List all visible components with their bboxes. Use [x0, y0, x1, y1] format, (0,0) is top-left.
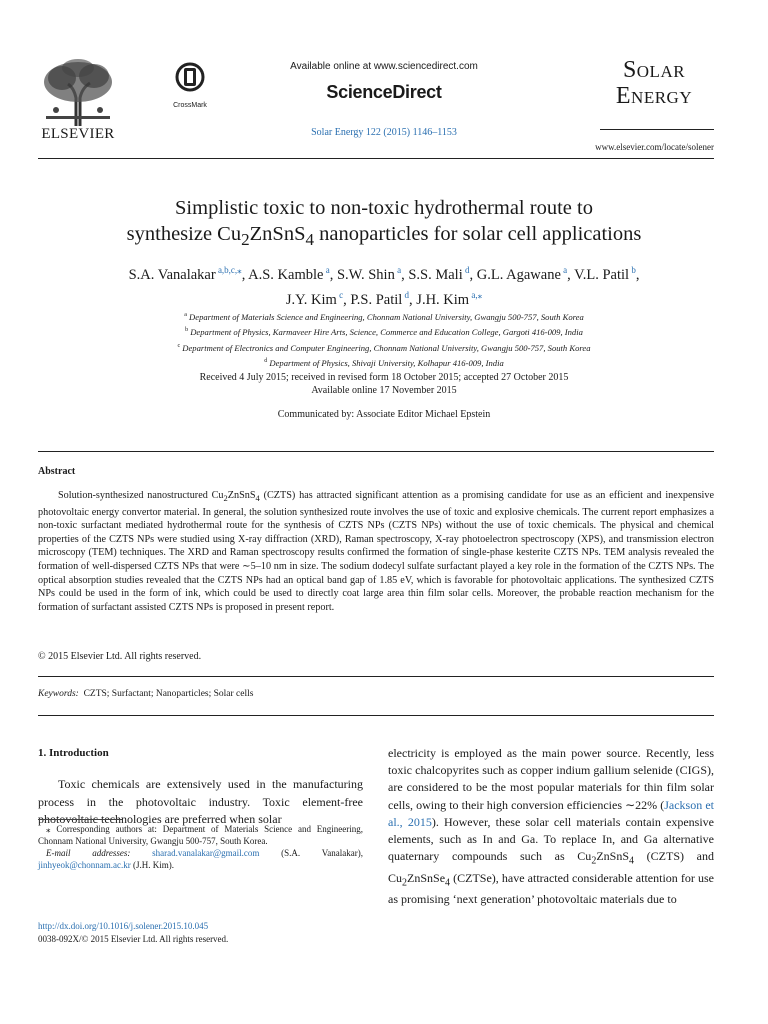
- intro-text: ZnSnS: [596, 849, 629, 864]
- author[interactable]: [416, 289, 483, 308]
- affiliation-text: Department of Physics, Shivaji University, Kolhapur 416-009, India: [269, 357, 504, 368]
- author-affil-mark[interactable]: a: [325, 265, 330, 275]
- affiliation: [0, 324, 768, 339]
- affiliation: [0, 309, 768, 324]
- title-subscript: 2: [241, 230, 250, 250]
- email-addresses: [38, 847, 363, 871]
- author-affil-mark[interactable]: b: [631, 265, 636, 275]
- author-affil-mark[interactable]: d: [464, 265, 470, 275]
- intro-subscript: 4: [445, 877, 451, 889]
- journal-name-line1: Solar: [622, 57, 686, 83]
- author-name: S.W. Shin: [336, 266, 395, 283]
- body-column-right: [388, 745, 714, 909]
- email-link[interactable]: jinhyeok@chonnam.ac.kr: [38, 860, 131, 870]
- keywords-label: Keywords:: [38, 689, 79, 699]
- author-name: S.A. Vanalakar: [128, 266, 216, 283]
- issn-copyright: 0038-092X/© 2015 Elsevier Ltd. All rights reserved.: [38, 934, 229, 944]
- abstract-text-part: Solution-synthesized nanostructured Cu: [58, 490, 224, 501]
- author-affil-mark[interactable]: a,⁎: [471, 289, 483, 300]
- author-name: J.H. Kim: [416, 291, 470, 308]
- author[interactable]: [408, 267, 469, 283]
- email-label: E-mail addresses:: [46, 848, 131, 858]
- header-divider: [38, 158, 714, 159]
- body-column-left: [38, 745, 363, 828]
- available-online-text: Available online at www.sciencedirect.com: [290, 61, 478, 72]
- author[interactable]: [574, 267, 636, 283]
- title-text: nanoparticles for solar cell applications: [314, 223, 642, 245]
- email-link[interactable]: sharad.vanalakar@gmail.com: [152, 848, 260, 858]
- email-owner: (S.A. Vanalakar),: [259, 848, 363, 858]
- affiliation-mark: b: [185, 327, 189, 334]
- article-title: [0, 195, 768, 253]
- abstract-heading: Abstract: [38, 466, 76, 477]
- intro-text: electricity is employed as the main power source. Recently, less toxic chalcopyrites such as copper indium gallium selenide (CIGS), are considered to be the most popular materials for thin film solar cells, owing to their high conversion efficiencies ∼22% (: [388, 746, 714, 812]
- title-line-2: [0, 221, 768, 253]
- intro-subscript: 2: [402, 877, 408, 889]
- author-name: S.S. Mali: [408, 266, 463, 283]
- author[interactable]: [285, 289, 344, 308]
- abstract-top-rule: [38, 451, 714, 452]
- email-owner: (J.H. Kim).: [130, 860, 175, 870]
- citation-link[interactable]: Jackson et al., 2015: [388, 797, 714, 829]
- author-list: S.A. Vanalakar $^{a,b,c,⁎}$, A.S. Kamble $^a$, S.W. Shin $^a$, S.S. Mali $^d$, G.L. Agawane $^a$, V.L. Patil $^b$, J.Y. Kim $^c$, P.S. Patil $^d$, J.H. Kim $^{a,⁎}$: [128, 265, 640, 308]
- journal-url[interactable]: www.elsevier.com/locate/solener: [595, 142, 714, 152]
- intro-subscript: 2: [591, 855, 597, 867]
- journal-name-line2: Energy: [615, 83, 693, 109]
- author-affil-mark[interactable]: a: [397, 265, 402, 275]
- sciencedirect-wordmark: ScienceDirect: [326, 82, 442, 102]
- author-affil-mark[interactable]: a,b,c,⁎: [217, 265, 242, 275]
- title-text: synthesize Cu: [126, 223, 242, 245]
- title-text: ZnSnS: [249, 223, 306, 245]
- footnote-rule: [38, 819, 122, 820]
- affiliation-mark: c: [177, 342, 181, 349]
- journal-reference[interactable]: Solar Energy 122 (2015) 1146–1153: [311, 127, 457, 138]
- section-heading-introduction: 1. Introduction: [38, 747, 109, 759]
- affiliation: [0, 355, 768, 370]
- intro-text: ). However, these solar cell materials contain expensive elements, such as In and Ga. To replace In, and Ga alternative quaternary compounds such as Cu: [388, 814, 714, 864]
- received-dates: Received 4 July 2015; received in revised form 18 October 2015; accepted 27 October 2015: [199, 372, 569, 383]
- crossmark-label: CrossMark: [173, 102, 207, 109]
- intro-text: (CZTSe), have attracted considerable attention for use as promising ‘next generation’ photovoltaic materials due to: [388, 870, 714, 907]
- author-name: V.L. Patil: [574, 266, 630, 283]
- author-name: P.S. Patil: [350, 291, 403, 308]
- keywords-list: CZTS; Surfactant; Nanoparticles; Solar cells: [83, 689, 254, 699]
- journal-name: [594, 57, 714, 109]
- author-affil-mark[interactable]: d: [404, 289, 410, 300]
- affiliation-text: Department of Materials Science and Engineering, Chonnam National University, Gwangju 500-757, South Korea: [189, 311, 584, 322]
- abstract-subscript: 4: [255, 493, 260, 504]
- author[interactable]: [477, 267, 567, 283]
- available-online-date: Available online 17 November 2015: [311, 385, 457, 396]
- abstract-subscript: 2: [223, 493, 228, 504]
- footnotes: [38, 823, 363, 871]
- corresponding-author-note: ⁎ Corresponding authors at: Department of Materials Science and Engineering, Chonnam National University, Gwangju 500-757, South Korea.: [38, 824, 363, 846]
- affiliation-text: Department of Electronics and Computer Engineering, Chonnam National University, Gwangju 500-757, South Korea: [182, 342, 591, 353]
- doi-link[interactable]: http://dx.doi.org/10.1016/j.solener.2015.10.045: [38, 921, 209, 931]
- author-affil-mark[interactable]: c: [339, 289, 344, 300]
- abstract-text-part: ZnSnS: [227, 490, 256, 501]
- keywords-bottom-rule: [38, 715, 714, 716]
- abstract-text: [38, 489, 714, 614]
- intro-paragraph: Toxic chemicals are extensively used in the manufacturing process in the photovoltaic industry. Toxic element-free photovoltaic technologies are preferred when solar: [38, 777, 363, 826]
- intro-subscript: 4: [629, 855, 634, 867]
- affiliation-mark: a: [184, 312, 187, 318]
- author[interactable]: [337, 267, 401, 283]
- intro-text: ZnSnSe: [407, 870, 446, 885]
- journal-name-rule: [600, 129, 714, 130]
- abstract-copyright: © 2015 Elsevier Ltd. All rights reserved.: [38, 651, 202, 662]
- author[interactable]: [248, 267, 330, 283]
- author[interactable]: [129, 267, 242, 283]
- affiliations: [0, 309, 768, 370]
- author[interactable]: [350, 289, 410, 308]
- article-dates: [0, 371, 768, 397]
- publisher-wordmark: ELSEVIER: [41, 126, 115, 142]
- title-line-1: Simplistic toxic to non-toxic hydrothermal route to: [175, 197, 593, 219]
- keywords: [38, 689, 253, 699]
- abstract-text-part: (CZTS) has attracted significant attention as a promising candidate for use as an efficient and inexpensive photovoltaic energy convertor material. In general, the solution synthesized route involves the use of toxic and explosive chemicals. The current report emphasizes a non-toxic surfactant mediated hydrothermal route for the synthesis of CZTS NPs (CZTS NPs) without the use of toxic chemicals. The physical and chemical properties of the CZTS NPs were studied using X-ray diffraction (XRD), Raman spectroscopy, X-ray photoelectron spectroscopy (XPS), and transmission electron microscopy (TEM) techniques. The XRD and Raman spectroscopy results confirmed the formation of single-phase kesterite CZTS NPs. TEM analysis revealed the formation of well-dispersed CZTS NPs that were ∼5–10 nm in size. The sodium dodecyl sulfate surfactant played a key role in the formation of the CZTS NPs. The optical absorption studies revealed that the CZTS NPs had an optical band gap of 1.85 eV, which is favorable for photovoltaic applications. The synthesized CZTS NPs could be used in the form of ink, which could be used to directly coat large area thin film solar cells. Moreover, the probable reaction mechanism for the formation of surfactant assisted CZTS NPs is proposed in present report.: [38, 490, 714, 613]
- author-name: G.L. Agawane: [476, 266, 561, 283]
- author-affil-mark[interactable]: a: [563, 265, 568, 275]
- communicated-by: Communicated by: Associate Editor Michael Epstein: [277, 409, 491, 420]
- keywords-top-rule: [38, 676, 714, 677]
- intro-text: (CZTS) and Cu: [388, 849, 714, 885]
- author-name: J.Y. Kim: [285, 291, 337, 308]
- affiliation: [0, 340, 768, 355]
- affiliation-mark: d: [264, 357, 268, 364]
- doi-block: [38, 920, 228, 946]
- title-subscript: 4: [305, 230, 315, 250]
- author-name: A.S. Kamble: [248, 266, 324, 283]
- affiliation-text: Department of Physics, Karmaveer Hire Arts, Science, Commerce and Education College, Gargoti 416-009, India: [190, 327, 583, 338]
